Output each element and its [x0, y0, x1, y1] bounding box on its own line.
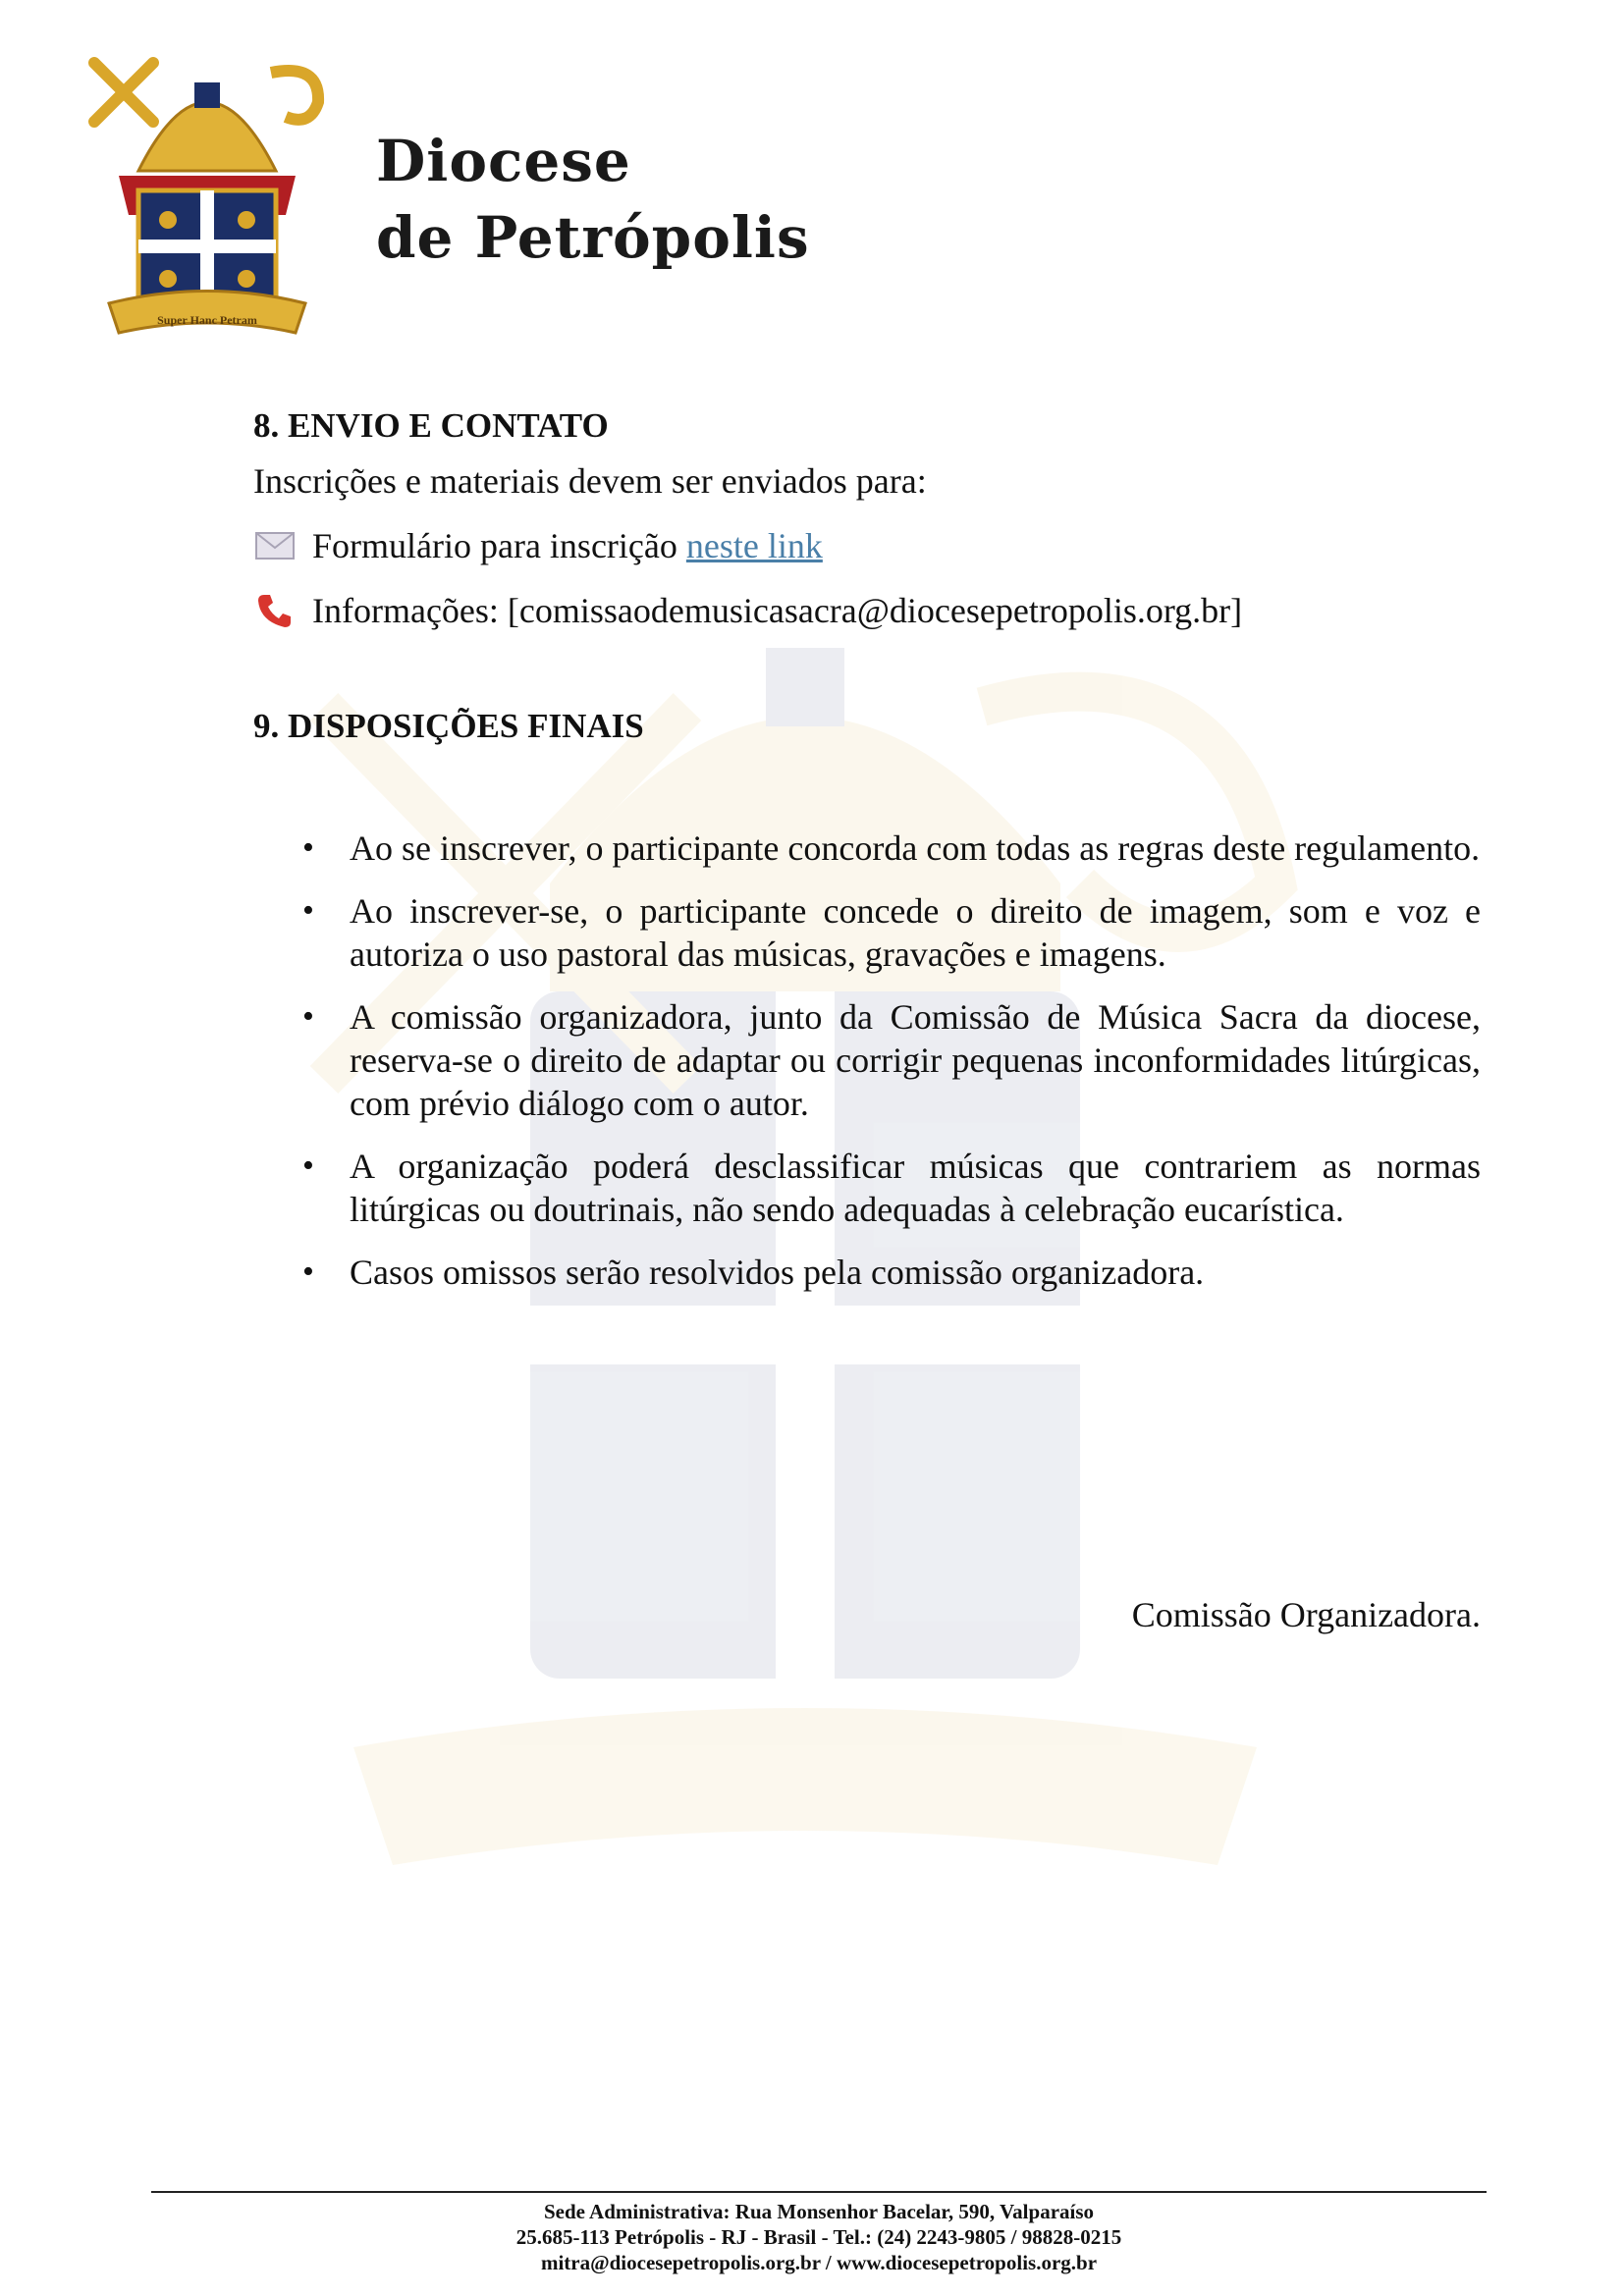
- list-item: • A organização poderá desclassificar músicas que contrariem as normas litúrgicas ou doutrinais, não sendo adequadas à celebração eucarística.: [253, 1145, 1481, 1231]
- phone-icon: [253, 591, 297, 630]
- main-content: [253, 404, 1481, 1313]
- section-8-title: 8. ENVIO E CONTATO: [253, 406, 609, 445]
- list-item: • Casos omissos serão resolvidos pela comissão organizadora.: [253, 1251, 1481, 1294]
- footer: [151, 2199, 1487, 2275]
- brand-line-2: de Petrópolis: [376, 204, 810, 271]
- signature: Comissão Organizadora.: [1131, 1595, 1481, 1634]
- diocese-coat-of-arms-icon: [84, 43, 330, 347]
- diocese-brand-title: [376, 123, 810, 276]
- brand-line-1: Diocese: [376, 128, 631, 194]
- section-8-intro: Inscrições e materiais devem ser enviados para:: [253, 461, 927, 501]
- crest-motto-text: Super Hanc Petram: [157, 313, 257, 327]
- registration-form-link[interactable]: neste link: [685, 526, 823, 565]
- list-item: • Ao se inscrever, o participante concorda com todas as regras deste regulamento.: [253, 827, 1481, 870]
- form-text: Formulário para inscrição: [312, 526, 686, 565]
- info-text: Informações: [comissaodemusicasacra@diocesepetropolis.org.br]: [312, 591, 1243, 630]
- footer-contact: 25.685-113 Petrópolis - RJ - Brasil - Tel.: (24) 2243-9805 / 98828-0215: [515, 2225, 1122, 2249]
- footer-address: Sede Administrativa: Rua Monsenhor Bacelar, 590, Valparaíso: [543, 2200, 1095, 2223]
- envelope-icon: [253, 526, 297, 565]
- footer-divider: [151, 2191, 1487, 2193]
- list-item: • A comissão organizadora, junto da Comissão de Música Sacra da diocese, reserva-se o direito de adaptar ou corrigir pequenas inconformidades litúrgicas, com prévio diálogo com o autor.: [253, 995, 1481, 1125]
- list-item: • Ao inscrever-se, o participante concede o direito de imagem, som e voz e autoriza o uso pastoral das músicas, gravações e imagens.: [253, 889, 1481, 976]
- form-row: [253, 524, 1481, 567]
- info-row: [253, 589, 1481, 632]
- section-9-title: 9. DISPOSIÇÕES FINAIS: [253, 707, 644, 745]
- footer-web: mitra@diocesepetropolis.org.br / www.diocesepetropolis.org.br: [540, 2251, 1098, 2274]
- final-provisions-list: [253, 827, 1481, 1294]
